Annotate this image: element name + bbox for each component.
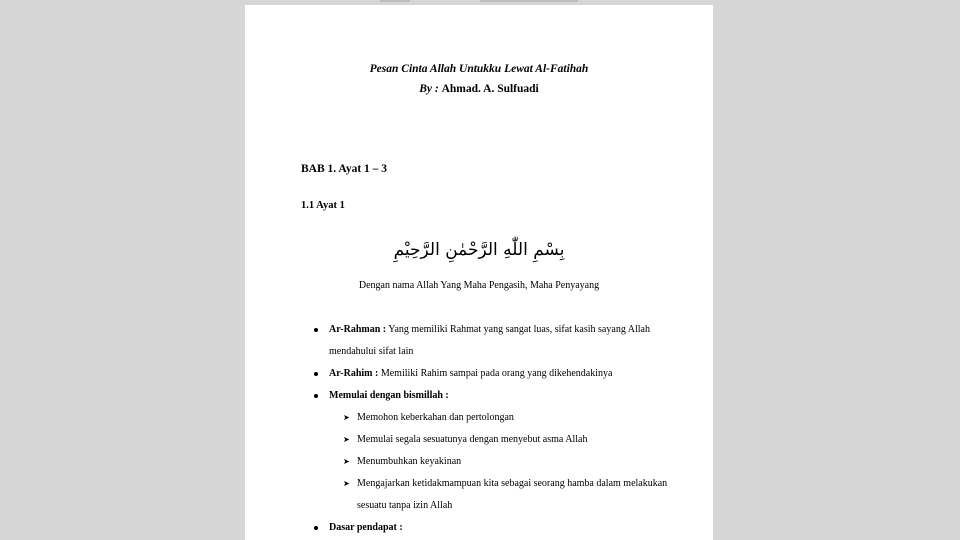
bullet-text: Memiliki Rahim sampai pada orang yang dikehendakinya bbox=[378, 368, 613, 379]
bullet-term: Ar-Rahim : bbox=[329, 368, 379, 379]
list-item-ar-rahman bbox=[329, 323, 650, 336]
toolbar-tab-left[interactable] bbox=[380, 0, 410, 2]
bullet-dot bbox=[314, 372, 318, 376]
bullet-term: Dasar pendapat : bbox=[329, 522, 403, 533]
arrow-bullet-icon: ➤ bbox=[343, 479, 350, 488]
list-item-dasar-pendapat bbox=[329, 521, 403, 534]
chapter-heading: BAB 1. Ayat 1 – 3 bbox=[301, 163, 388, 175]
author-name: Ahmad. A. Sulfuadi bbox=[441, 83, 539, 95]
verse-translation: Dengan nama Allah Yang Maha Pengasih, Maha Penyayang bbox=[358, 280, 600, 291]
list-item-continuation: mendahului sifat lain bbox=[329, 346, 414, 357]
bullet-term: Memulai dengan bismillah : bbox=[329, 390, 449, 401]
sub-list-item-continuation: sesuatu tanpa izin Allah bbox=[357, 500, 453, 511]
arrow-bullet-icon: ➤ bbox=[343, 457, 350, 466]
document-page bbox=[245, 5, 713, 540]
section-heading: 1.1 Ayat 1 bbox=[301, 200, 345, 211]
arrow-bullet-icon: ➤ bbox=[343, 413, 350, 422]
sub-list-item: Menumbuhkan keyakinan bbox=[357, 456, 462, 467]
document-title: Pesan Cinta Allah Untukku Lewat Al-Fatihah bbox=[369, 63, 589, 75]
list-item-ar-rahim bbox=[329, 367, 612, 380]
toolbar-tab-right[interactable] bbox=[480, 0, 578, 2]
bullet-text: Yang memiliki Rahmat yang sangat luas, sifat kasih sayang Allah bbox=[386, 324, 650, 335]
sub-list-item: Mengajarkan ketidakmampuan kita sebagai seorang hamba dalam melakukan bbox=[357, 478, 668, 489]
author-prefix: By : bbox=[419, 83, 442, 95]
arabic-verse: بِسْمِ اللّٰهِ الرَّحْمٰنِ الرَّحِيْمِ bbox=[393, 240, 565, 260]
bullet-dot bbox=[314, 394, 318, 398]
document-author bbox=[245, 82, 713, 96]
bullet-dot bbox=[314, 328, 318, 332]
bullet-term: Ar-Rahman : bbox=[329, 324, 387, 335]
list-item-bismillah bbox=[329, 389, 449, 402]
arrow-bullet-icon: ➤ bbox=[343, 435, 350, 444]
sub-list-item: Memulai segala sesuatunya dengan menyebut asma Allah bbox=[357, 434, 588, 445]
sub-list-item: Memohon keberkahan dan pertolongan bbox=[357, 412, 514, 423]
bullet-dot bbox=[314, 526, 318, 530]
